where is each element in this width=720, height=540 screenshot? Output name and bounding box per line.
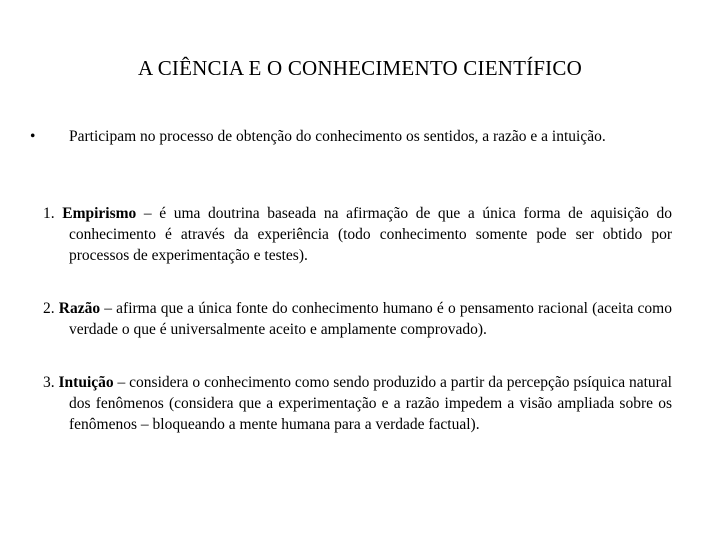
item-term: Empirismo: [62, 205, 137, 222]
bullet-paragraph: [30, 126, 672, 147]
item-number: 2.: [43, 300, 59, 317]
item-number: 1.: [43, 205, 63, 222]
bullet-text: Participam no processo de obtenção do conhecimento os sentidos, a razão e a intuição.: [69, 128, 606, 145]
bullet-icon: •: [30, 128, 36, 145]
list-item-empirismo: [43, 203, 672, 266]
slide-title: A CIÊNCIA E O CONHECIMENTO CIENTÍFICO: [138, 56, 582, 80]
list-item-razao: [43, 298, 672, 340]
item-text: – considera o conhecimento como sendo produzido a partir da percepção psíquica natural dos fenômenos (considera que a experimentação e a razão impedem a visão ampliada sobre os fenômenos – bloqueando a mente humana para a verdade factual).: [69, 374, 672, 433]
item-term: Intuição: [58, 374, 114, 391]
item-text: – afirma que a única fonte do conhecimento humano é o pensamento racional (aceita como verdade o que é universalmente aceito e amplamente comprovado).: [69, 300, 672, 338]
item-number: 3.: [43, 374, 59, 391]
item-text: – é uma doutrina baseada na afirmação de que a única forma de aquisição do conhecimento é através da experiência (todo conhecimento somente pode ser obtido por processos de experimentação e testes).: [69, 205, 673, 264]
item-term: Razão: [58, 300, 101, 317]
list-item-intuicao: [43, 372, 672, 435]
